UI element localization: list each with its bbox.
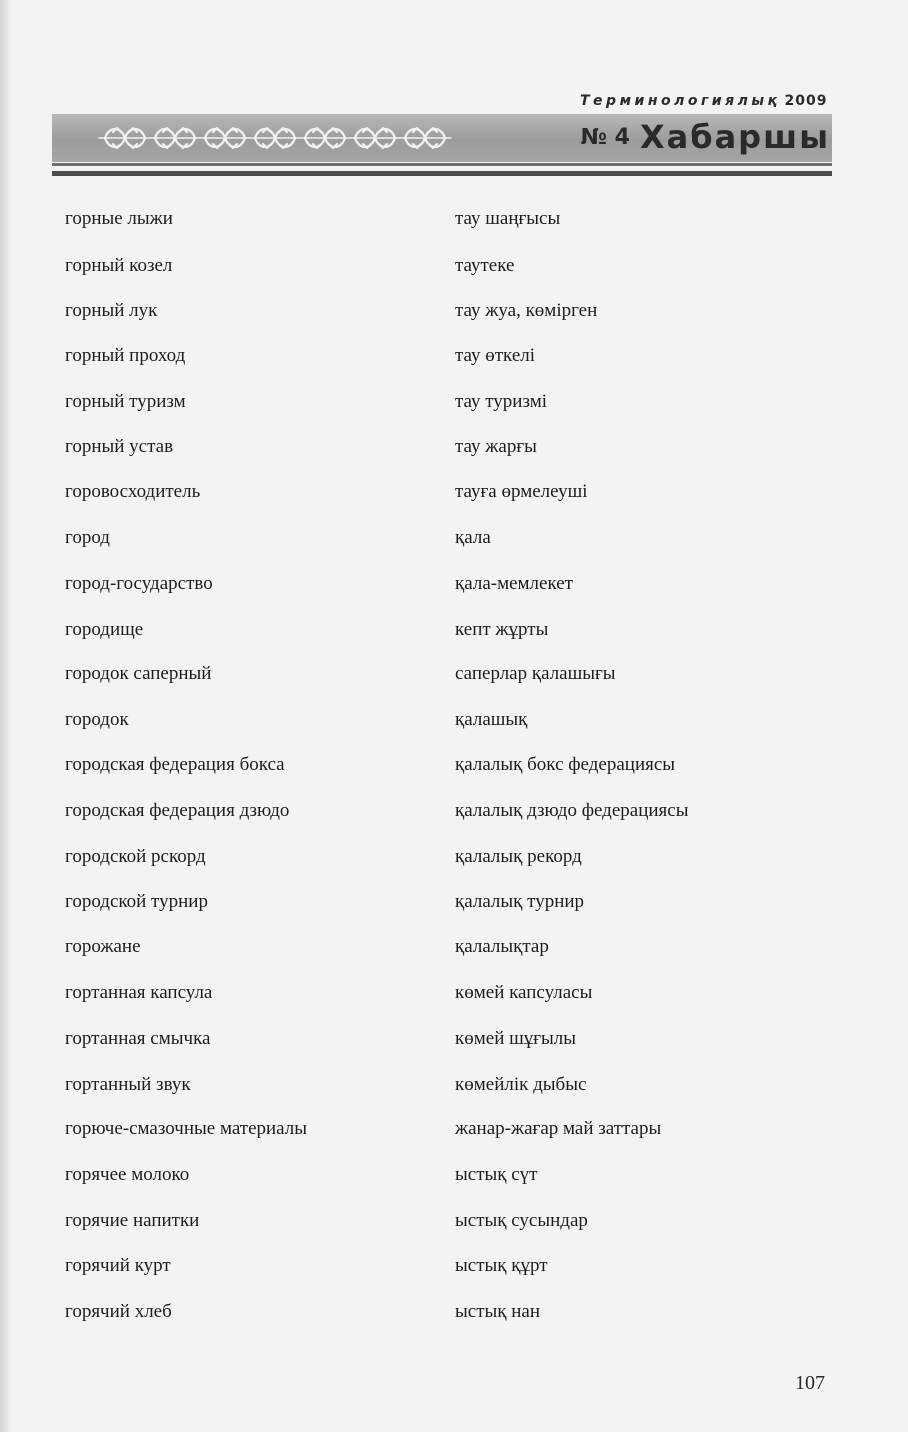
term-kk: таутеке (455, 255, 515, 276)
term-kk: қалалық рекорд (455, 846, 582, 867)
term-ru: горный лук (65, 300, 158, 321)
term-kk: кепт жұрты (455, 619, 549, 640)
header-rule-thin (52, 163, 832, 166)
issue-title (581, 118, 830, 156)
term-ru: гортанная смычка (65, 1028, 211, 1049)
term-kk: көмей шұғылы (455, 1028, 577, 1049)
term-ru: горячие напитки (65, 1210, 200, 1231)
term-kk: тау туризмі (455, 391, 548, 412)
term-ru: гортанный звук (65, 1074, 191, 1095)
page-number: 107 (795, 1372, 825, 1394)
term-kk: көмейлік дыбыс (455, 1074, 587, 1095)
term-kk: жанар-жағар май заттары (455, 1118, 662, 1139)
term-kk: қалалықтар (455, 936, 549, 957)
term-kk: қалашық (455, 709, 528, 730)
term-kk: ыстық нан (455, 1301, 541, 1322)
journal-name: Хабаршы (639, 118, 830, 156)
term-ru: горожане (65, 936, 141, 957)
term-ru: горный устав (65, 436, 174, 457)
term-kk: саперлар қалашығы (455, 663, 616, 684)
term-ru: горячее молоко (65, 1164, 190, 1185)
term-ru: городок саперный (65, 663, 212, 684)
term-ru: горовосходитель (65, 481, 201, 502)
term-kk: тау жарғы (455, 436, 537, 457)
term-ru: городская федерация дзюдо (65, 800, 290, 821)
journal-title: Терминологиялық (580, 93, 781, 109)
term-ru: городок (65, 709, 129, 730)
term-ru: горные лыжи (65, 208, 173, 229)
term-kk: ыстық құрт (455, 1255, 548, 1276)
term-kk: қалалық бокс федерациясы (455, 754, 676, 775)
term-kk: тау өткелі (455, 345, 536, 366)
term-ru: городская федерация бокса (65, 754, 285, 775)
term-ru: горюче-смазочные материалы (65, 1118, 308, 1139)
journal-title-line (580, 93, 827, 109)
term-kk: қалалық турнир (455, 891, 585, 912)
term-ru: городской рскорд (65, 846, 206, 867)
term-ru: горный туризм (65, 391, 186, 412)
term-kk: қала (455, 527, 491, 548)
term-ru: город-государство (65, 573, 213, 594)
term-kk: ыстық сусындар (455, 1210, 588, 1231)
term-kk: тауға өрмелеуші (455, 481, 588, 502)
header-rule-thick (52, 171, 832, 176)
page-edge-shadow (0, 0, 12, 1432)
term-kk: ыстық сүт (455, 1164, 538, 1185)
term-kk: тау жуа, көмірген (455, 300, 598, 321)
term-ru: городской турнир (65, 891, 208, 912)
ornament-pattern (95, 118, 455, 158)
term-kk: қала-мемлекет (455, 573, 573, 594)
issue-number: № 4 (580, 125, 630, 150)
term-ru: гортанная капсула (65, 982, 213, 1003)
term-ru: город (65, 527, 110, 548)
term-ru: городище (65, 619, 144, 640)
term-ru: горячий курт (65, 1255, 171, 1276)
term-kk: қалалық дзюдо федерациясы (455, 800, 689, 821)
journal-year: 2009 (784, 93, 828, 109)
term-ru: горный козел (65, 255, 173, 276)
term-kk: тау шаңғысы (455, 208, 561, 229)
term-ru: горный проход (65, 345, 186, 366)
term-kk: көмей капсуласы (455, 982, 593, 1003)
term-ru: горячий хлеб (65, 1301, 172, 1322)
